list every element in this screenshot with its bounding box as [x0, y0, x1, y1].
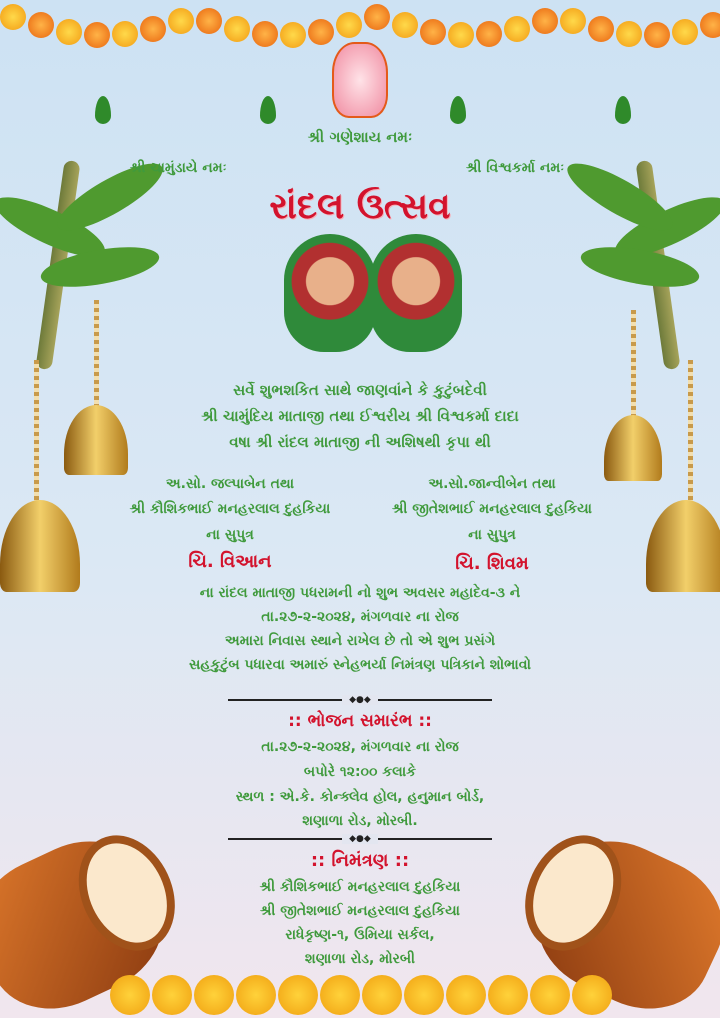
ganesh-image	[332, 42, 388, 118]
marigold-flower	[362, 975, 402, 1015]
mother-name: અ.સો.જાન્વીબેન તથા	[428, 476, 556, 492]
marigold-flower	[476, 21, 502, 47]
feast-line: સ્થળ : એ.કે. કોન્ક્લેવ હોલ, હનુમાન બોર્ડ,	[235, 789, 485, 805]
mango-leaf	[450, 96, 466, 124]
marigold-flower	[532, 8, 558, 34]
marigold-flower	[420, 19, 446, 45]
marigold-flower	[336, 12, 362, 38]
goddess-image	[284, 234, 376, 352]
mango-leaf	[95, 96, 111, 124]
marigold-flower	[84, 22, 110, 48]
marigold-flower	[572, 975, 612, 1015]
address-line: રાધેકૃષ્ણ-૧, ઉમિયા સર્કલ,	[285, 927, 435, 943]
marigold-flower	[616, 21, 642, 47]
bell-icon	[646, 500, 720, 592]
marigold-flower	[700, 12, 720, 38]
marigold-flower	[560, 8, 586, 34]
vishwakarma-salutation: શ્રી વિશ્વકર્મા નમઃ	[466, 160, 565, 176]
marigold-flower	[252, 21, 278, 47]
marigold-flower	[404, 975, 444, 1015]
marigold-flower	[224, 16, 250, 42]
invitation-heading: :: નિમંત્રણ ::	[310, 850, 410, 871]
message-line: સહકુટુંબ પધારવા અમારું સ્નેહભર્યા નિમંત્રણ પત્રિકાને શોભાવો	[189, 657, 531, 673]
address-line: શણાળા રોડ, મોરબી	[304, 951, 416, 967]
message-line: ના રાંદલ માતાજી પધરામની નો શુભ અવસર મહાદેવ-૩ ને	[199, 585, 521, 601]
marigold-flower	[588, 16, 614, 42]
host-line: શ્રી કૌશિકભાઈ મનહરલાલ દુહકિયા	[259, 879, 461, 895]
marigold-flower	[364, 4, 390, 30]
child-name: ચિ. શિવમ	[455, 553, 529, 574]
banana-tree-right	[560, 140, 720, 370]
marigold-flower	[320, 975, 360, 1015]
intro-line: વષા શ્રી રાંદલ માતાજી ની અશિષથી કૃપા થી	[229, 433, 491, 451]
marigold-flower	[28, 12, 54, 38]
marigold-flower	[110, 975, 150, 1015]
divider: ◆●◆	[228, 838, 492, 840]
feast-line: તા.૨૭-૨-૨૦૨૪, મંગળવાર ના રોજ	[261, 739, 459, 755]
goddess-image	[370, 234, 462, 352]
message-line: અમારા નિવાસ સ્થાને રાખેલ છે તો એ શુભ પ્રસંગે	[224, 633, 496, 649]
marigold-flower	[530, 975, 570, 1015]
intro-line: શ્રી ચામુંદિય માતાજી તથા ઈશ્વરીય શ્રી વિશ્વકર્મા દાદા	[201, 407, 519, 425]
father-name: શ્રી જીતેશભાઈ મનહરલાલ દુહકિયા	[392, 501, 592, 517]
son-of-label: ના સુપુત્ર	[206, 527, 254, 543]
divider: ◆●◆	[228, 699, 492, 701]
marigold-flower	[0, 4, 26, 30]
marigold-flower	[488, 975, 528, 1015]
marigold-flower	[504, 16, 530, 42]
marigold-flower	[152, 975, 192, 1015]
chamunda-salutation: શ્રી ચામુંડાયે નમઃ	[130, 160, 227, 176]
marigold-flower	[194, 975, 234, 1015]
father-name: શ્રી કૌશિકભાઈ મનહરલાલ દુહકિયા	[129, 501, 331, 517]
marigold-flower	[196, 8, 222, 34]
marigold-flower	[308, 19, 334, 45]
feast-line: બપોરે ૧૨:૦૦ કલાકે	[303, 764, 417, 780]
message-line: તા.૨૭-૨-૨૦૨૪, મંગળવાર ના રોજ	[261, 609, 459, 625]
mango-leaf	[615, 96, 631, 124]
feast-line: શણાળા રોડ, મોરબી.	[302, 813, 418, 829]
child-name: ચિ. વિઆન	[188, 551, 272, 572]
marigold-flower	[56, 19, 82, 45]
marigold-flower	[140, 16, 166, 42]
marigold-flower	[278, 975, 318, 1015]
marigold-flower	[112, 21, 138, 47]
intro-line: સર્વે શુભશકિત સાથે જાણવાંને કે કુટુંબદેવી	[233, 381, 487, 399]
mango-leaf	[260, 96, 276, 124]
marigold-flower	[168, 8, 194, 34]
marigold-flower	[236, 975, 276, 1015]
host-line: શ્રી જીતેશભાઈ મનહરલાલ દુહકિયા	[260, 903, 460, 919]
marigold-flower	[280, 22, 306, 48]
marigold-flower	[672, 19, 698, 45]
marigold-flower	[644, 22, 670, 48]
marigold-flower	[446, 975, 486, 1015]
feast-heading: :: ભોજન સમારંભ ::	[288, 711, 432, 731]
bell-icon	[0, 500, 80, 592]
son-of-label: ના સુપુત્ર	[468, 527, 516, 543]
marigold-flower	[392, 12, 418, 38]
mother-name: અ.સો. જલ્પાબેન તથા	[165, 476, 295, 492]
ganesh-salutation: શ્રી ગણેશાય નમઃ	[307, 128, 413, 146]
event-title: રાંદલ ઉત્સવ	[269, 186, 451, 227]
marigold-flower	[448, 22, 474, 48]
